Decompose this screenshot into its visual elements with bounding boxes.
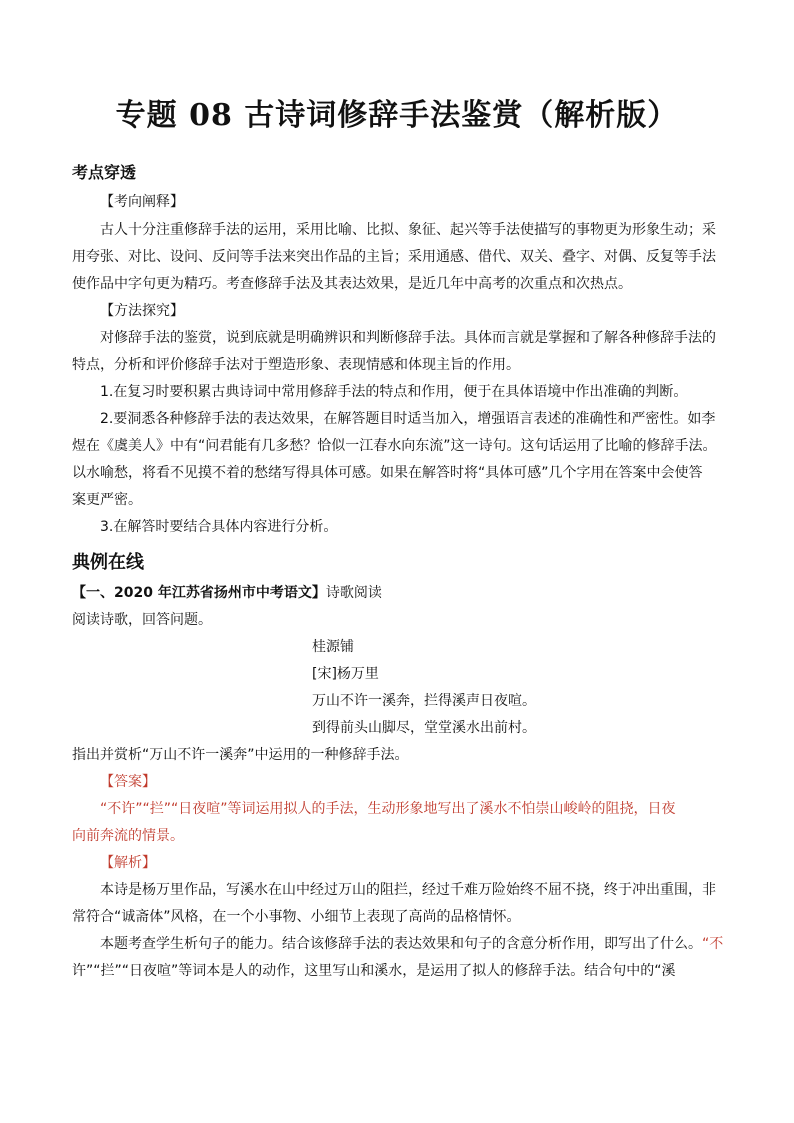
poem-line: 万山不许一溪奔，拦得溪声日夜喧。 bbox=[312, 693, 536, 709]
paragraph-line: 以水喻愁，将看不见摸不着的愁绪写得具体可感。如果在解答时将“具体可感”几个字用在答案中会使答 bbox=[72, 465, 703, 481]
analysis-line: 许”“拦”“日夜喧”等词本是人的动作，这里写山和溪水，是运用了拟人的修辞手法。结合句中的“溪 bbox=[72, 963, 676, 979]
question-text: 指出并赏析“万山不许一溪奔”中运用的一种修辞手法。 bbox=[72, 747, 409, 763]
question-prompt: 阅读诗歌，回答问题。 bbox=[72, 612, 212, 628]
question-source-label: 【一、2020 年江苏省扬州市中考语文】 bbox=[72, 585, 326, 601]
section-heading-dianli: 典例在线 bbox=[72, 552, 144, 573]
question-source bbox=[72, 583, 722, 603]
paragraph-line: 古人十分注重修辞手法的运用，采用比喻、比拟、象征、起兴等手法使描写的事物更为形象生动；采 bbox=[100, 222, 716, 238]
analysis-line: 本诗是杨万里作品，写溪水在山中经过万山的阻拦，经过千难万险始终不屈不挠，终于冲出重围，非 bbox=[100, 882, 716, 898]
answer-line: 向前奔流的情景。 bbox=[72, 828, 184, 844]
analysis-line: 常符合“诚斋体”风格，在一个小事物、小细节上表现了高尚的品格情怀。 bbox=[72, 909, 521, 925]
analysis-text: 本题考查学生析句子的能力。结合该修辞手法的表达效果和句子的含意分析作用，即写出了什么。 bbox=[100, 936, 702, 952]
page-title: 专题 08 古诗词修辞手法鉴赏（解析版） bbox=[115, 98, 679, 133]
analysis-tag: 【解析】 bbox=[100, 855, 156, 871]
paragraph-line: 煜在《虞美人》中有“问君能有几多愁？恰似一江春水向东流”这一诗句。这句话运用了比喻的修辞手法。 bbox=[72, 438, 717, 454]
answer-line: “不许”“拦”“日夜喧”等词运用拟人的手法，生动形象地写出了溪水不怕崇山峻岭的阻挠，日夜 bbox=[100, 801, 676, 817]
poem-line: 到得前头山脚尽，堂堂溪水出前村。 bbox=[312, 720, 536, 736]
analysis-line bbox=[100, 934, 750, 954]
paragraph-line: 用夸张、对比、设问、反问等手法来突出作品的主旨；采用通感、借代、双关、叠字、对偶、反复等手法 bbox=[72, 249, 716, 265]
section-heading-kaodian: 考点穿透 bbox=[72, 163, 137, 182]
analysis-highlight: “不 bbox=[702, 936, 724, 952]
poem-title: 桂源铺 bbox=[312, 639, 354, 655]
paragraph-line: 特点，分析和评价修辞手法对于塑造形象、表现情感和体现主旨的作用。 bbox=[72, 357, 520, 373]
poem-author: [宋]杨万里 bbox=[312, 666, 379, 682]
list-item-1: 1.在复习时要积累古典诗词中常用修辞手法的特点和作用，便于在具体语境中作出准确的判断。 bbox=[100, 384, 688, 400]
tag-kaoxiang: 【考向阐释】 bbox=[100, 194, 184, 210]
list-item-3: 3.在解答时要结合具体内容进行分析。 bbox=[100, 519, 338, 535]
paragraph-line: 对修辞手法的鉴赏，说到底就是明确辨识和判断修辞手法。具体而言就是掌握和了解各种修辞手法的 bbox=[100, 330, 716, 346]
tag-fangfa: 【方法探究】 bbox=[100, 303, 184, 319]
paragraph-line: 案更严密。 bbox=[72, 492, 142, 508]
answer-tag: 【答案】 bbox=[100, 774, 156, 790]
paragraph-line: 使作品中字句更为精巧。考查修辞手法及其表达效果，是近几年中高考的次重点和次热点。 bbox=[72, 276, 632, 292]
list-item-2: 2.要洞悉各种修辞手法的表达效果，在解答题目时适当加入，增强语言表述的准确性和严密性。如李 bbox=[100, 411, 716, 427]
question-type: 诗歌阅读 bbox=[325, 585, 382, 601]
